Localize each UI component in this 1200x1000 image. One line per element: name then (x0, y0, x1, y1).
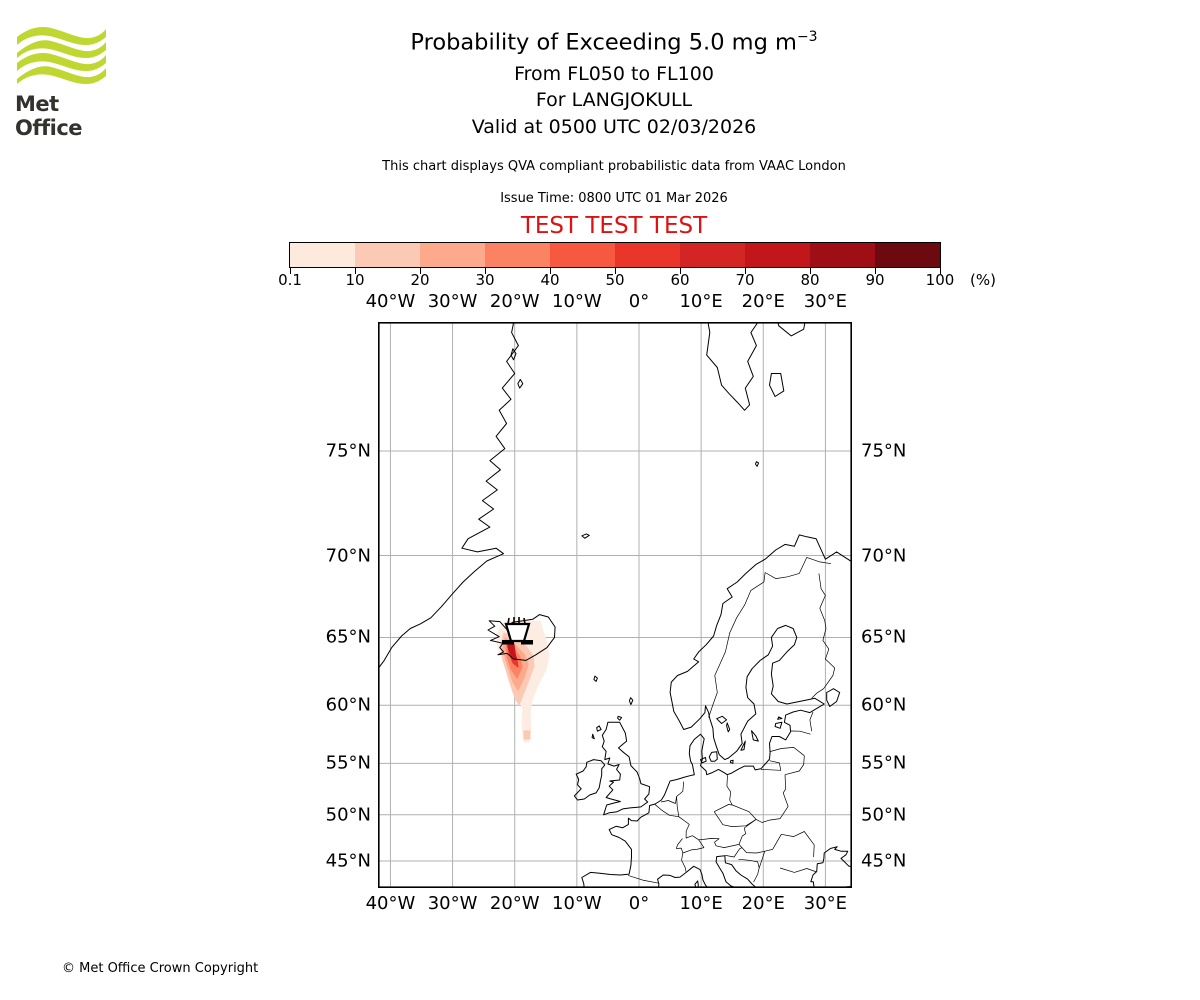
colorbar-segment-6 (615, 243, 680, 267)
lon-label-bottom: 40°W (365, 893, 416, 914)
test-banner: TEST TEST TEST (520, 213, 708, 239)
lon-label-top: 0° (628, 291, 650, 312)
lon-label-bottom: 10°E (679, 893, 723, 914)
colorbar (289, 242, 941, 268)
lon-label-top: 10°W (552, 291, 602, 312)
lon-label-bottom: 20°W (489, 893, 540, 914)
lat-label-left: 75°N (325, 440, 371, 462)
qva-note: This chart displays QVA compliant probabilistic data from VAAC London (382, 159, 846, 174)
subtitle-volcano: For LANGJOKULL (535, 89, 693, 111)
colorbar-tick-label: 20 (410, 271, 430, 289)
lon-label-bottom: 30°W (427, 893, 478, 914)
colorbar-tick-label: 100 (925, 271, 955, 289)
lon-label-top: 10°E (679, 291, 723, 312)
colorbar-segment-9 (810, 243, 875, 267)
lon-label-bottom: 20°E (741, 893, 785, 914)
lat-label-left: 55°N (325, 752, 371, 774)
lon-label-top: 20°W (489, 291, 540, 312)
lat-label-left: 70°N (325, 545, 371, 567)
colorbar-tick-label: 0.1 (278, 271, 302, 289)
lon-label-bottom: 10°W (552, 893, 602, 914)
chart-title-exponent: −3 (796, 29, 818, 45)
lon-label-top: 40°W (365, 291, 416, 312)
lat-label-right: 60°N (861, 694, 907, 716)
lat-label-right: 45°N (861, 850, 907, 872)
colorbar-segment-3 (420, 243, 485, 267)
colorbar-tick-label: 90 (865, 271, 885, 289)
country-borders (628, 557, 835, 888)
colorbar-segment-7 (680, 243, 745, 267)
lat-label-left: 65°N (325, 626, 371, 648)
issue-time: Issue Time: 0800 UTC 01 Mar 2026 (500, 191, 728, 206)
lat-label-left: 60°N (325, 694, 371, 716)
map (378, 322, 852, 888)
lat-label-right: 65°N (861, 626, 907, 648)
chart-title-text: Probability of Exceeding 5.0 mg m (410, 29, 797, 56)
colorbar-tick-label: 80 (800, 271, 820, 289)
coastlines (378, 322, 852, 888)
lon-label-bottom: 30°E (803, 893, 848, 914)
subtitle-flight-levels: From FL050 to FL100 (514, 63, 714, 85)
lon-label-top: 30°E (803, 291, 848, 312)
lon-label-bottom: 0° (628, 893, 650, 914)
lat-label-left: 50°N (325, 804, 371, 826)
lon-label-top: 20°E (741, 291, 785, 312)
colorbar-segment-4 (485, 243, 550, 267)
colorbar-segment-1 (290, 243, 355, 267)
colorbar-unit-label: (%) (970, 271, 996, 289)
colorbar-tick-label: 70 (735, 271, 755, 289)
colorbar-segment-2 (355, 243, 420, 267)
lat-label-right: 70°N (861, 545, 907, 567)
colorbar-tick-label: 40 (540, 271, 560, 289)
colorbar-tick-label: 30 (475, 271, 495, 289)
colorbar-tick-label: 50 (605, 271, 625, 289)
lon-label-top: 30°W (427, 291, 478, 312)
lat-label-right: 55°N (861, 752, 907, 774)
colorbar-tick-label: 60 (670, 271, 690, 289)
colorbar-segment-10 (875, 243, 940, 267)
chart-title (14, 29, 1200, 56)
colorbar-segment-5 (550, 243, 615, 267)
colorbar-segment-8 (745, 243, 810, 267)
lat-label-right: 50°N (861, 804, 907, 826)
colorbar-tick-label: 10 (345, 271, 365, 289)
lat-label-left: 45°N (325, 850, 371, 872)
met-office-logo-text: Met Office (15, 92, 83, 140)
lat-label-right: 75°N (861, 440, 907, 462)
copyright-notice: © Met Office Crown Copyright (62, 961, 259, 976)
subtitle-valid-time: Valid at 0500 UTC 02/03/2026 (471, 116, 757, 138)
